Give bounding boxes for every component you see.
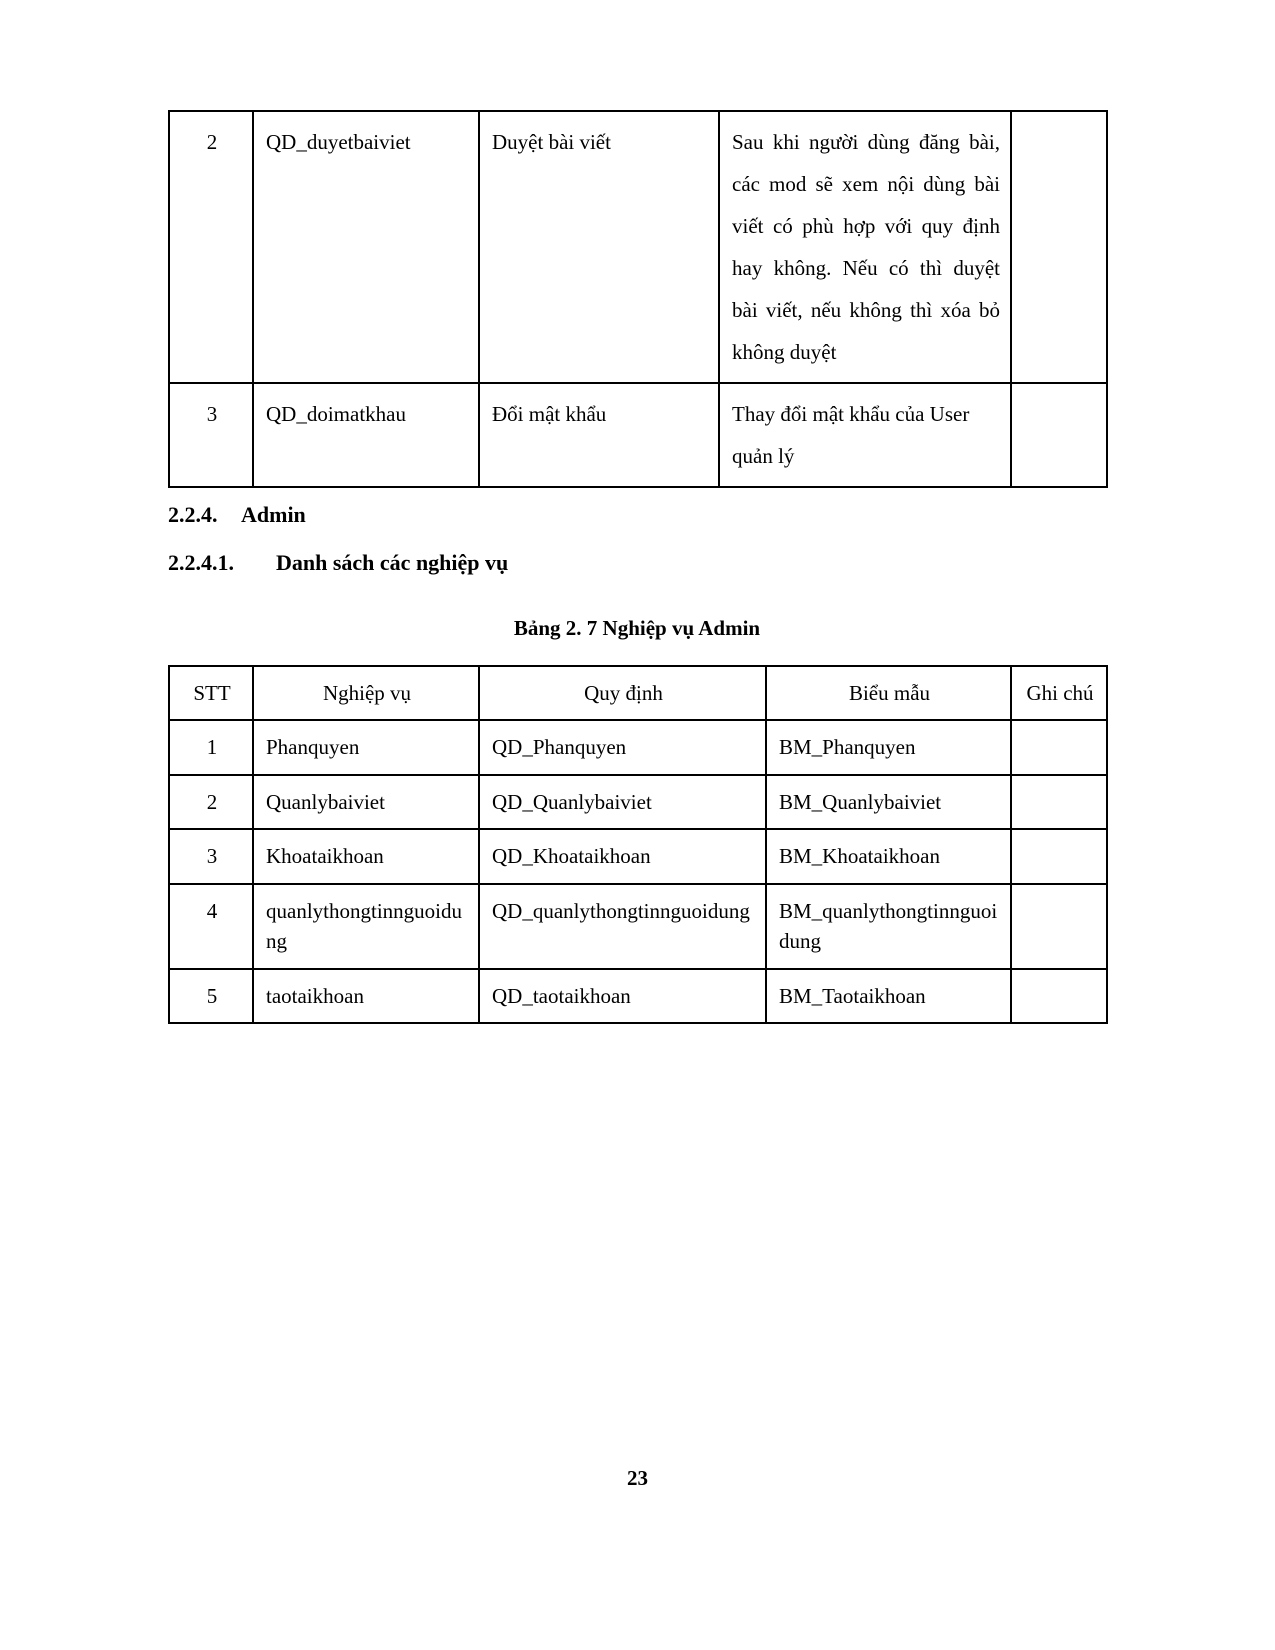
table-cell-mota: Sau khi người dùng đăng bài, các mod sẽ xem nội dùng bài viết có phù hợp với quy định hay không. Nếu có thì duyệt bài viết, nếu không thì xóa bỏ không duyệt [719, 111, 1011, 383]
table-cell-stt: 4 [169, 884, 253, 969]
table-row [169, 884, 1107, 969]
table-cell-ghichu [1011, 383, 1107, 487]
table-cell-nghiepvu: Khoataikhoan [253, 829, 479, 883]
table-cell-quydinh: QD_Khoataikhoan [479, 829, 766, 883]
header-ghichu: Ghi chú [1011, 666, 1107, 720]
header-bieumau: Biểu mẫu [766, 666, 1011, 720]
table-cell-ghichu [1011, 775, 1107, 829]
admin-table [168, 665, 1108, 1024]
subsection-heading [168, 550, 1106, 576]
table-cell-ghichu [1011, 720, 1107, 774]
table-cell-bieumau: BM_Quanlybaiviet [766, 775, 1011, 829]
table-cell-ghichu [1011, 969, 1107, 1023]
table-row [169, 969, 1107, 1023]
table-row [169, 383, 1107, 487]
header-stt: STT [169, 666, 253, 720]
table-cell-bieumau: BM_Taotaikhoan [766, 969, 1011, 1023]
table-cell-quydinh: QD_Phanquyen [479, 720, 766, 774]
table-cell-ghichu [1011, 111, 1107, 383]
table-cell-quydinh: QD_Quanlybaiviet [479, 775, 766, 829]
table-caption: Bảng 2. 7 Nghiệp vụ Admin [513, 616, 761, 640]
table-row [169, 775, 1107, 829]
table-cell-quydinh: QD_quanlythongtinnguoidung [479, 884, 766, 969]
subsection-title: Danh sách các nghiệp vụ [276, 550, 509, 575]
table-header-row [169, 666, 1107, 720]
header-quydinh: Quy định [479, 666, 766, 720]
table-cell-stt: 5 [169, 969, 253, 1023]
table-row [169, 720, 1107, 774]
table-cell-quydinh: QD_duyetbaiviet [253, 111, 479, 383]
table-cell-nghiepvu: Phanquyen [253, 720, 479, 774]
header-nghiepvu: Nghiệp vụ [253, 666, 479, 720]
table-cell-ten: Duyệt bài viết [479, 111, 719, 383]
table-cell-stt: 3 [169, 383, 253, 487]
section-number: 2.2.4. [168, 502, 218, 527]
table-cell-stt: 2 [169, 775, 253, 829]
table-cell-bieumau: BM_quanlythongtinnguoidung [766, 884, 1011, 969]
table-cell-stt: 3 [169, 829, 253, 883]
table-cell-nghiepvu: taotaikhoan [253, 969, 479, 1023]
table-cell-quydinh: QD_doimatkhau [253, 383, 479, 487]
table-cell-stt: 1 [169, 720, 253, 774]
table-cell-nghiepvu: Quanlybaiviet [253, 775, 479, 829]
table-cell-ten: Đổi mật khẩu [479, 383, 719, 487]
subsection-number: 2.2.4.1. [168, 550, 234, 575]
table-cell-bieumau: BM_Khoataikhoan [766, 829, 1011, 883]
table-cell-nghiepvu: quanlythongtinnguoidung [253, 884, 479, 969]
section-title: Admin [241, 502, 306, 527]
table-row [169, 111, 1107, 383]
page-number: 23 [627, 1466, 648, 1490]
table-cell-ghichu [1011, 884, 1107, 969]
table-cell-stt: 2 [169, 111, 253, 383]
rules-continuation-table [168, 110, 1108, 488]
table-row [169, 829, 1107, 883]
table-cell-bieumau: BM_Phanquyen [766, 720, 1011, 774]
table-cell-quydinh: QD_taotaikhoan [479, 969, 766, 1023]
table-cell-ghichu [1011, 829, 1107, 883]
section-heading [168, 502, 1106, 528]
table-cell-mota: Thay đổi mật khẩu của User quản lý [719, 383, 1011, 487]
